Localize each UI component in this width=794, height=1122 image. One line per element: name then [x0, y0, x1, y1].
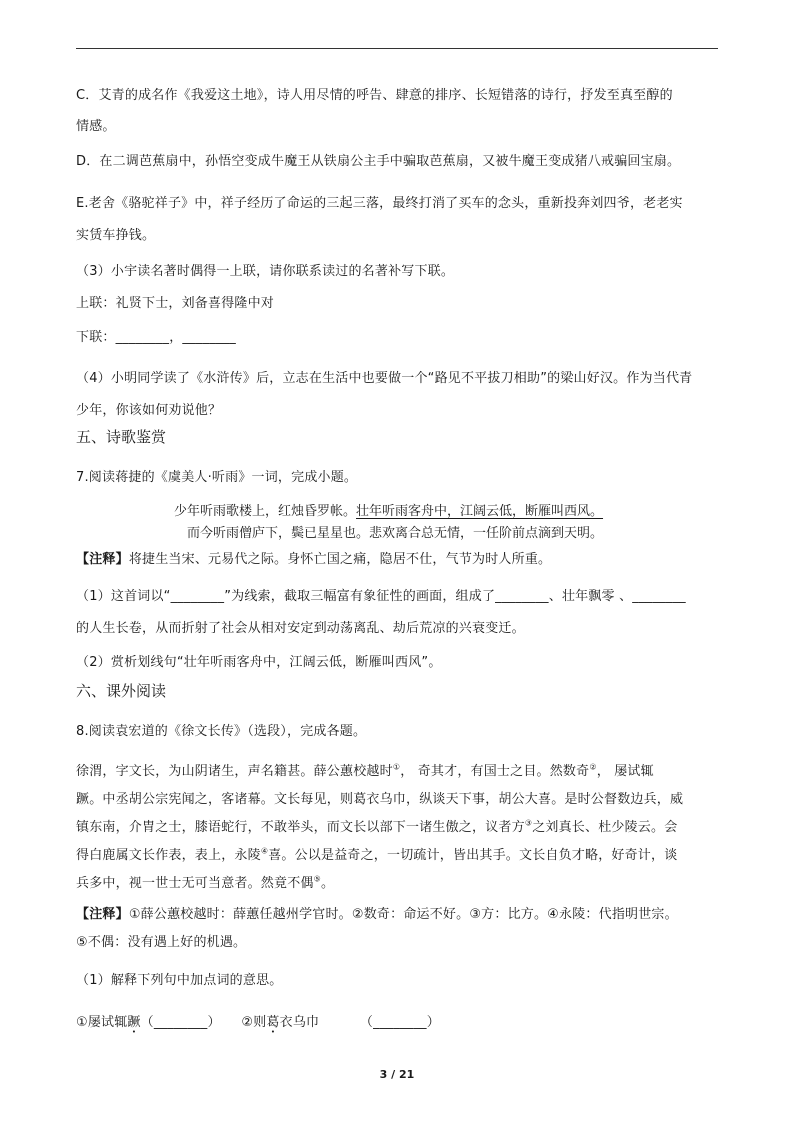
item-1-dotted-word: 蹶 [127, 1015, 141, 1030]
footnote-4-mark: ④ [260, 846, 269, 856]
note-8-text: ①薛公蕙校越时：薛蕙任越州学官时。②数奇：命运不好。③方：比方。④永陵：代指明世宗。 [128, 907, 678, 922]
passage-1c: ， 屡试辄 [596, 764, 654, 779]
passage-line-4 [76, 846, 677, 866]
page-number: 3 / 21 [379, 1068, 415, 1081]
footnote-3-mark: ③ [524, 818, 533, 828]
passage-line-1 [76, 762, 654, 782]
upper-couplet: 上联：礼贤下士，刘备喜得隆中对 [76, 296, 275, 311]
passage-4a: 得白鹿属文长作表，表上，永陵 [76, 848, 261, 863]
item-1-blank: （________） [140, 1015, 221, 1030]
passage-1b: ， 奇其才，有国士之目。然数奇 [400, 764, 590, 779]
question-8-1-items [76, 1013, 440, 1033]
item-2-dotted-word: 葛 [266, 1015, 280, 1030]
note-8-tag: 【注释】 [76, 907, 129, 922]
question-7-1-line2: 的人生长卷，从而折射了社会从相对安定到动荡离乱、劫后荒凉的兴衰变迁。 [76, 621, 525, 636]
note-8-line1 [76, 905, 678, 925]
note-7-text: 将捷生当宋、元易代之际。身怀亡国之痛，隐居不仕，气节为时人所重。 [128, 552, 552, 567]
passage-line-5 [76, 874, 334, 894]
option-e-line1: E.老舍《骆驼祥子》中，祥子经历了命运的三起三落，最终打消了买车的念头，重新投奔刘四爷，老老实 [76, 196, 683, 211]
item-2-suffix: 衣乌巾 [279, 1015, 320, 1030]
section-six-title: 六、课外阅读 [76, 682, 167, 700]
option-c-line2: 情感。 [76, 119, 116, 134]
footnote-1-mark: ① [392, 762, 401, 772]
passage-line-3 [76, 818, 677, 838]
item-1-prefix: ①屡试辄 [76, 1015, 128, 1030]
option-e-line2: 实赁车挣钱。 [76, 228, 156, 243]
question-3: （3）小宇读名著时偶得一上联，请你联系读过的名著补写下联。 [76, 264, 455, 279]
passage-1a: 徐渭，字文长，为山阴诸生，声名籍甚。薛公蕙校越时 [76, 764, 393, 779]
passage-line-2: 蹶。中丞胡公宗宪闻之，客诸幕。文长每见，则葛衣乌巾，纵谈天下事，胡公大喜。是时公督数边兵，威 [76, 792, 684, 807]
question-4-line1: （4）小明同学读了《水浒传》后，立志在生活中也要做一个“路见不平拔刀相助”的梁山好汉。作为当代青 [76, 371, 693, 386]
option-d-line: D．在二调芭蕉扇中，孙悟空变成牛魔王从铁扇公主手中骗取芭蕉扇，又被牛魔王变成猪八戒骗回宝扇。 [76, 154, 681, 169]
option-c-line1: C．艾青的成名作《我爱这土地》，诗人用尽情的呼告、肆意的排序、长短错落的诗行，抒发至真至醇的 [76, 88, 673, 103]
lower-couplet: 下联：________，________ [76, 330, 236, 345]
underlined-poem-line: 壮年听雨客舟中，江阔云低，断雁叫西风。 [356, 504, 604, 519]
passage-4b: 喜。公以是益奇之，一切疏计，皆出其手。文长自负才略，好奇计，谈 [268, 848, 678, 863]
section-five-title: 五、诗歌鉴赏 [76, 428, 167, 446]
question-7-2: （2）赏析划线句“壮年听雨客舟中，江阔云低，断雁叫西风”。 [76, 655, 442, 670]
poem-line-1 [174, 502, 603, 522]
passage-5b: 。 [320, 876, 335, 891]
footnote-5-mark: ⑤ [313, 874, 321, 884]
note-8-line2: ⑤不偶：没有遇上好的机遇。 [76, 935, 247, 950]
item-2-prefix: ②则 [241, 1015, 267, 1030]
poem-line-2: 而今听雨僧庐下，鬓已星星也。悲欢离合总无情，一任阶前点滴到天明。 [187, 526, 604, 541]
note-7-tag: 【注释】 [76, 552, 129, 567]
question-7-1-line1: （1）这首词以“________”为线索，截取三幅富有象征性的画面，组成了________、壮年飘零 、________ [76, 589, 686, 604]
question-4-line2: 少年，你该如何劝说他？ [76, 403, 222, 418]
question-7: 7.阅读蒋捷的《虞美人·听雨》一词，完成小题。 [76, 470, 358, 485]
footnote-2-mark: ② [589, 762, 597, 772]
passage-5a: 兵多中，视一世士无可当意者。然竟不偶 [76, 876, 314, 891]
question-8: 8.阅读袁宏道的《徐文长传》（选段），完成各题。 [76, 724, 367, 739]
question-8-1: （1）解释下列句中加点词的意思。 [76, 973, 283, 988]
item-2-blank: （________） [359, 1015, 440, 1030]
poem-line-1a: 少年听雨歌楼上，红烛昏罗帐。 [174, 504, 357, 519]
passage-3b: 之刘真长、杜少陵云。会 [532, 820, 678, 835]
header-rule [76, 48, 718, 49]
passage-3a: 镇东南，介胄之士，膝语蛇行，不敢举头，而文长以部下一诸生傲之，议者方 [76, 820, 525, 835]
note-7 [76, 550, 551, 570]
